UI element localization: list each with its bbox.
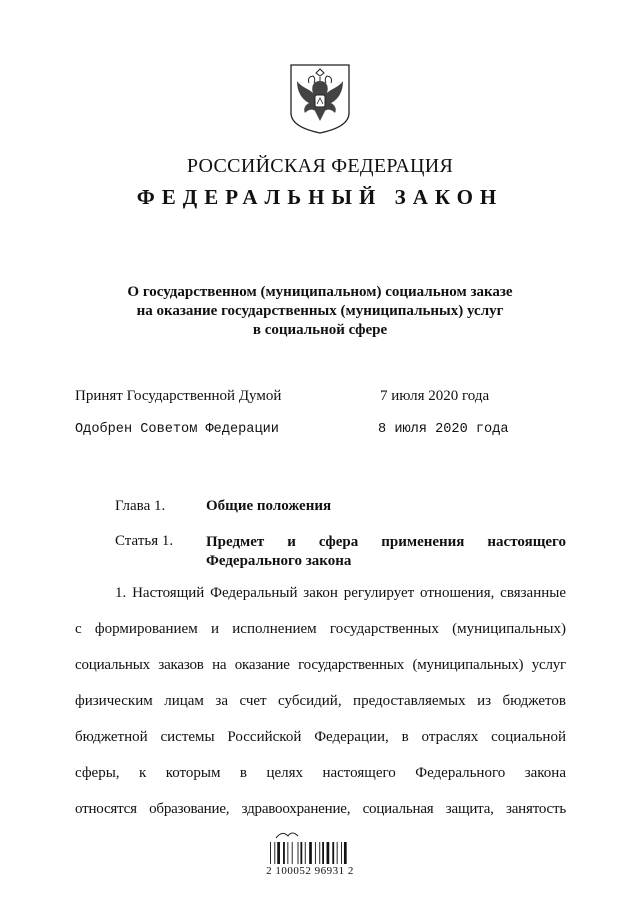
barcode-bar — [319, 842, 320, 864]
article-paragraph — [75, 583, 566, 835]
paragraph-word: сферы, — [75, 765, 120, 781]
paragraph-line — [75, 763, 566, 799]
document-type-heading: ФЕДЕРАЛЬНЫЙ ЗАКОН — [136, 185, 504, 209]
country-heading: РОССИЙСКАЯ ФЕДЕРАЦИЯ — [186, 155, 454, 177]
article-title-word: сфера — [318, 534, 359, 550]
paragraph-line: относятся образование, здравоохранение, социальная защита, занятость — [75, 801, 566, 817]
barcode-bar — [274, 842, 275, 864]
law-title-line: на оказание государственных (муниципальных) услуг — [136, 303, 504, 319]
law-title-line: в социальной сфере — [252, 322, 388, 338]
paragraph-word: закона — [524, 765, 566, 781]
paragraph-word: настоящего — [322, 765, 396, 781]
paragraph-word: к — [138, 765, 147, 781]
chapter-title: Общие положения — [206, 498, 332, 514]
article-title-line: Федерального закона — [206, 553, 352, 569]
paragraph-line: социальных заказов на оказание государственных (муниципальных) услуг — [75, 657, 566, 673]
article-title-word: применения — [381, 534, 465, 550]
coat-of-arms-emblem — [287, 63, 353, 135]
barcode-bar — [332, 842, 334, 864]
paragraph-line: физическим лицам за счет субсидий, предоставляемых из бюджетов — [75, 693, 566, 709]
law-title-line: О государственном (муниципальном) социальном заказе — [127, 284, 513, 300]
paragraph-line: бюджетной системы Российской Федерации, в отраслях социальной — [75, 729, 566, 745]
article-title-word: и — [287, 534, 296, 550]
article-title-word: Предмет — [206, 534, 265, 550]
article-title — [206, 533, 566, 571]
council-approval-label: Одобрен Советом Федерации — [75, 422, 279, 437]
paragraph-word: которым — [165, 765, 221, 781]
barcode-bar — [283, 842, 285, 864]
barcode-bar — [322, 842, 324, 864]
barcode-bar — [327, 842, 330, 864]
paragraph-line: 1. Настоящий Федеральный закон регулирует отношения, связанные — [115, 585, 566, 601]
paragraph-word: в — [239, 765, 248, 781]
paragraph-word: целях — [266, 765, 304, 781]
duma-adoption-label: Принят Государственной Думой — [75, 388, 282, 404]
barcode-bar — [341, 842, 342, 864]
article-title-word: настоящего — [487, 534, 566, 550]
barcode-bar — [287, 842, 288, 864]
article-label: Статья 1. — [115, 533, 174, 549]
barcode-bar — [315, 842, 316, 864]
barcode-number: 2 100052 96931 2 — [266, 865, 354, 877]
barcode-bar — [270, 842, 271, 864]
paragraph-word: Федерального — [415, 765, 506, 781]
council-approval-date: 8 июля 2020 года — [378, 422, 509, 437]
barcode-bar — [337, 842, 338, 864]
barcode-bar — [300, 842, 302, 864]
paragraph-line: с формированием и исполнением государственных (муниципальных) — [75, 621, 566, 637]
duma-adoption-date: 7 июля 2020 года — [380, 388, 490, 404]
chapter-label: Глава 1. — [115, 498, 166, 514]
barcode-bar — [298, 842, 299, 864]
barcode-bar — [277, 842, 280, 864]
barcode-bar — [292, 842, 293, 864]
law-title — [0, 283, 640, 340]
barcode-bar — [305, 842, 306, 864]
barcode-bar — [344, 842, 347, 864]
barcode-bar — [309, 842, 312, 864]
